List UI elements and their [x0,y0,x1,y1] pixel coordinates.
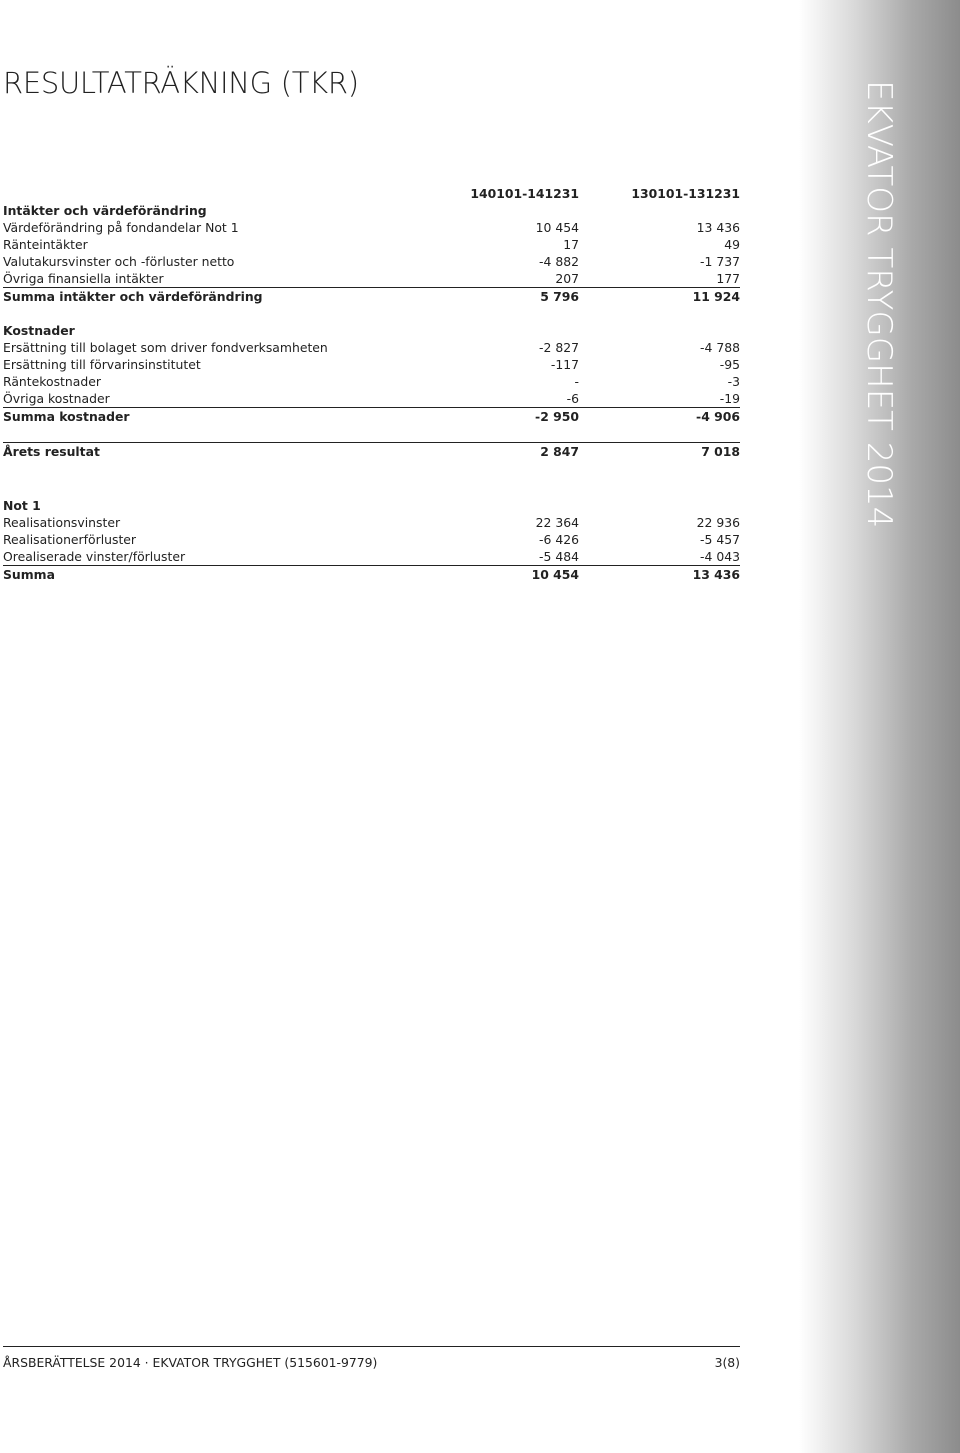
footer-document-info: ÅRSBERÄTTELSE 2014 · EKVATOR TRYGGHET (515601-9779) [3,1355,378,1370]
table-row: Ränteintäkter 17 49 [3,237,740,252]
table-row: Valutakursvinster och -förluster netto -4 882 -1 737 [3,254,740,269]
result-row: Årets resultat 2 847 7 018 [3,444,740,459]
total-row-costs: Summa kostnader -2 950 -4 906 [3,409,740,424]
column-header-row [3,185,740,202]
section-heading-costs: Kostnader [3,323,75,338]
note-heading: Not 1 [3,498,41,513]
footer-divider [3,1346,740,1347]
table-row: Övriga finansiella intäkter 207 177 [3,271,740,286]
row-spacer [3,425,740,442]
table-row: Värdeförändring på fondandelar Not 1 10 454 13 436 [3,220,740,235]
note-table [3,497,740,583]
table-row: Övriga kostnader -6 -19 [3,391,740,406]
column-header-current: 140101-141231 [470,186,579,201]
table-row: Realisationerförluster -6 426 -5 457 [3,532,740,547]
total-row-income: Summa intäkter och värdeförändring 5 796 11 924 [3,289,740,304]
income-statement-table [3,185,740,460]
footer-page-number: 3(8) [714,1355,740,1370]
table-row: Räntekostnader - -3 [3,374,740,389]
table-row: Ersättning till förvarinsinstitutet -117 -95 [3,357,740,372]
page-title: RESULTATRÄKNING (TKR) [3,66,359,100]
total-row-note: Summa 10 454 13 436 [3,567,740,582]
table-row: Orealiserade vinster/förluster -5 484 -4 043 [3,549,740,564]
section-heading-income: Intäkter och värdeförändring [3,203,207,218]
column-header-previous: 130101-131231 [631,186,740,201]
row-spacer [3,305,740,322]
table-row: Realisationsvinster 22 364 22 936 [3,515,740,530]
sidebar-title: EKVATOR TRYGGHET 2014 [859,80,899,529]
table-row: Ersättning till bolaget som driver fondverksamheten -2 827 -4 788 [3,340,740,355]
